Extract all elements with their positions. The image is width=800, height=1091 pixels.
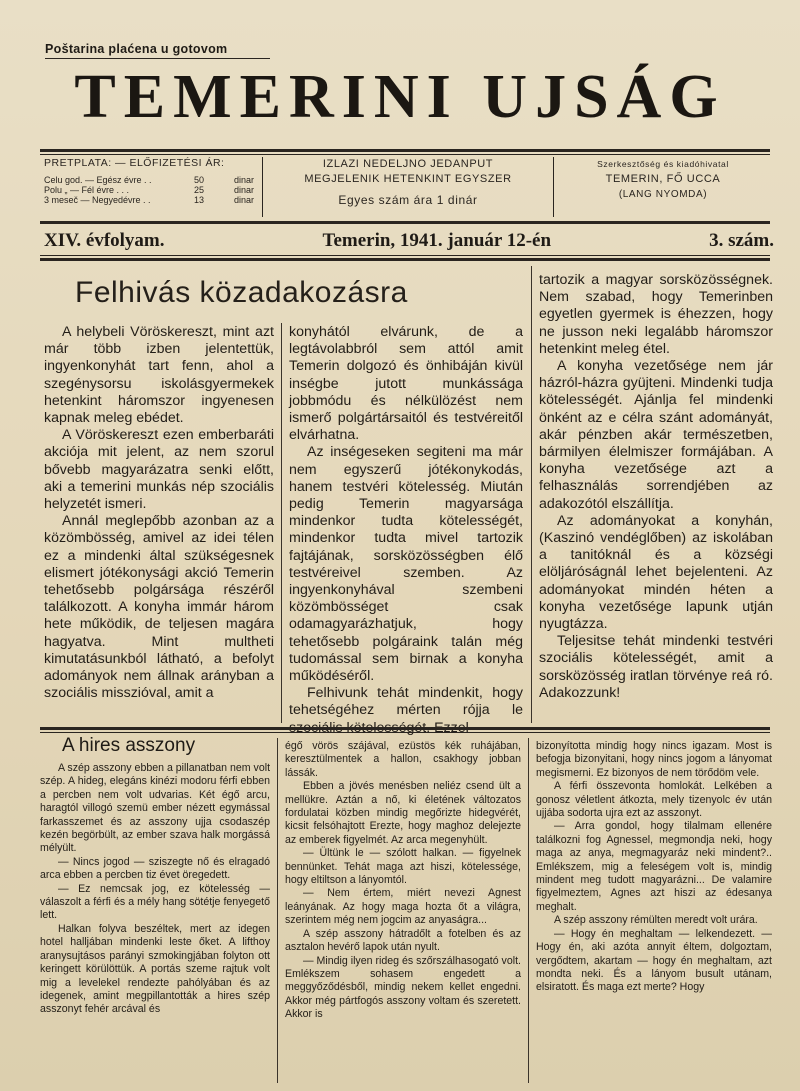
office-info bbox=[558, 157, 768, 217]
article-headline: Felhivás közadakozásra bbox=[75, 276, 408, 309]
publication-line: MEGJELENIK HETENKINT EGYSZER bbox=[304, 173, 512, 185]
masthead-rule-top-thin bbox=[40, 154, 770, 155]
subscription-box bbox=[44, 157, 254, 217]
price-row: Polu „ — Fél évre . . . 25 dinar bbox=[44, 185, 254, 195]
office-line: TEMERIN, FŐ UCCA bbox=[605, 173, 721, 185]
publication-info bbox=[262, 157, 554, 217]
column-divider bbox=[528, 738, 529, 1083]
paragraph: — Arra gondol, hogy tilalmam ellenére találkozni fog Agnessel, megmondja neki, hogy maga az anya, megmagyaráz neki mindent?.. Emlékszem, mig a feleségem volt is, mindig mindent meg tudott magyarázni... De valamire figyelmeztem, Agnes azt hiszi az édesanya meghalt. bbox=[536, 820, 772, 913]
masthead-rule-top bbox=[40, 149, 770, 152]
postal-notice: Poštarina plaćena u gotovom bbox=[45, 42, 228, 56]
paragraph: konyhától elvárunk, de a legtávolabbról sem attól amit Temerin dolgozó és önhibáján kivül inségbe jutott munkássága jobbmódu és nélkülözést nem ismerő polgártársaitól és testvéreitől elvárhatna. bbox=[289, 324, 523, 444]
paragraph: A Vöröskereszt ezen emberbaráti akciója mit jelent, az nem szorul bővebb magyarázatra senki előtt, aki a temerini munkás nép szociális helyzetét ismeri. bbox=[44, 427, 274, 513]
article2-column-2 bbox=[285, 740, 521, 1022]
paragraph: — Ültünk le — szólott halkan. — figyelnek bennünket. Tehát maga azt hiszi, kötelessége, hogy eltiltson a lányomtól. bbox=[285, 847, 521, 887]
paragraph: Az inségeseken segiteni ma már nem egyszerű jótékonykodás, hanem testvéri kötelesség. Miután pedig Temerin magyarsága mindenkor tudta kötelességét, mindenkor tudta mivel tartozik fajtájának, sorsközösségben élő testvéreivel szemben. Az ingyenkonyhával szembeni közömbösséget csak odamagyarázhatjuk, hogy tehetősebb polgáraink talán még tudomással sem birnak a konyha működéséről. bbox=[289, 444, 523, 685]
paragraph: — Nincs jogod — sziszegte nő és elragadó arca ebben a percben tiz évet öregedett. bbox=[40, 855, 270, 882]
issue-bar bbox=[44, 230, 774, 252]
masthead-title: TEMERINI UJSÁG bbox=[74, 63, 726, 131]
paragraph: égő vörös szájával, ezüstös kék ruhájában, keresztülmentek a hallon, csakhogy jobban lássák. bbox=[285, 740, 521, 779]
volume: XIV. évfolyam. bbox=[44, 230, 165, 251]
column-divider bbox=[281, 323, 282, 723]
article1-column-3 bbox=[539, 272, 773, 702]
column-divider bbox=[277, 738, 278, 1083]
postal-underline bbox=[45, 58, 270, 59]
paragraph: — Nem értem, miért nevezi Agnest leányának. Az hogy maga hozta őt a világra, szerintem még nem jogcim az anyaságra... bbox=[285, 887, 521, 927]
paragraph: tartozik a magyar sorsközösségnek. Nem szabad, hogy Temerinben egyetlen gyermek is éhezzen, hogy ne jusson neki legalább háromszor hetenkint meleg étel. bbox=[539, 272, 773, 357]
story-title: A hires asszony bbox=[62, 735, 196, 756]
issue-price: Egyes szám ára 1 dinár bbox=[338, 193, 478, 207]
section-rule-thin bbox=[40, 732, 770, 733]
section-rule bbox=[40, 727, 770, 730]
paragraph: Az adományokat a konyhán, (Kaszinó vendéglőben) az iskolában a tanitóknál és a községi elöljáróságnál lehet bejelenteni. Az adományokat mindén héten a konyha vezetősége lapunk utján nyugtázza. bbox=[539, 512, 773, 633]
paragraph: — Ez nemcsak jog, ez kötelesség — válaszolt a férfi és a mély hang sötétje fenyegető lett. bbox=[40, 882, 270, 922]
info-rule-bottom bbox=[40, 221, 770, 224]
paragraph: A szép asszony hátradőlt a fotelben és az asztalon hevérő lapok után nyult. bbox=[285, 927, 521, 954]
paragraph: A konyha vezetősége nem jár házról-házra gyüjteni. Mindenki tudja kötelességét. Ajánlja fel mindenki önként az e célra szánt adományát, akár pénzben akár természetben, bármilyen élelmiszer formájában. A konyha vezetősége azt a felhasználás sorrendjében az adakozótól elszállítja. bbox=[539, 358, 773, 512]
paragraph: Teljesitse tehát mindenki testvéri szociális kötelességét, amit a sorsközösség iratlan törvénye reá ró. Adakozzunk! bbox=[539, 633, 773, 701]
issue-bar-rule-thick bbox=[40, 258, 770, 261]
publication-line: IZLAZI NEDELJNO JEDANPUT bbox=[322, 158, 494, 170]
article1-column-1 bbox=[44, 324, 274, 702]
office-line: (LANG NYOMDA) bbox=[618, 189, 708, 200]
paragraph: A férfi összevonta homlokát. Lelkében a gonosz véletlent átkozta, mely tizenyolc év után ujjába sodorta ujra ezt az asszonyt. bbox=[536, 780, 772, 820]
paragraph: — Mindig ilyen rideg és szőrszálhasogató volt. Emlékszem sohasem engedett a meggyőződésből, mindig nekem kellet engedni. Akkor még pártfogós asszony voltam és szeretett. Akkor is bbox=[285, 954, 521, 1021]
price-row: 3 meseč — Negyedévre . . 13 dinar bbox=[44, 195, 254, 205]
paragraph: Ebben a jövés menésben neliéz csend ült a mellükre. Aztán a nő, ki életének változatos fordulatai közben mindig megőrizte hidegvérét, kicsit felsóhajtott Erezte, hogy maghoz delejezte az emberek figyelmét. Az arca megenyhült. bbox=[285, 780, 521, 846]
paragraph: Felhivunk tehát mindenkit, hogy tehetségéhez mérten rójja le szociális kötelességét. Ezzel bbox=[289, 685, 523, 736]
dateline: Temerin, 1941. január 12-én bbox=[322, 230, 552, 251]
paragraph: bizonyította mindig hogy nincs igazam. Most is befogja bizonyitani, hogy nincs jogom a lányomat megismerni. Ez bizonyos de nem törődöm vele. bbox=[536, 740, 772, 779]
issue-number: 3. szám. bbox=[709, 230, 774, 251]
article2-column-3 bbox=[536, 740, 772, 995]
paragraph: A helybeli Vöröskereszt, mint azt már több izben jelentettük, ingyenkonyhát tart fenn, ahol a szegénysorsu iskolásgyermekek hetenkint háromszor ingyenesen kapnak meleg ebédet. bbox=[44, 324, 274, 427]
issue-bar-rule bbox=[40, 255, 770, 256]
paragraph: — Hogy én meghaltam — lelkendezett. — Hogy én, aki azóta annyit éltem, dolgoztam, vergődtem, akartam — hogy én meghaltam, azt mondta neki. És a lányom busult utánam, elsiratott. És maga ezt merte? Hogy bbox=[536, 927, 772, 994]
column-divider bbox=[531, 266, 532, 723]
office-line: Szerkesztőség és kiadóhivatal bbox=[597, 159, 729, 169]
paragraph: A szép asszony rémülten meredt volt urára. bbox=[554, 914, 758, 927]
paragraph: A szép asszony ebben a pillanatban nem volt szép. A hideg, elegáns kinézi modoru férfi ebben a percben nem volt udvarias. Két égő arcu, haragtól villogó szemü ember nézett egymással farkasszemet és az asszony ujja csodaszép kezén begörbült, az ember szava halk morgássá mélyült. bbox=[40, 762, 271, 855]
article2-column-1 bbox=[40, 762, 270, 1017]
price-row: Celu god. — Egész évre . . 50 dinar bbox=[44, 175, 254, 185]
article1-column-2 bbox=[289, 324, 523, 737]
paragraph: Halkan folyva beszéltek, mert az idegen hotel halljában mindenki leste őket. A lifthoy aranysujtásos parányi szmokingjában folyton ott keringett körülöttük. A portás szeme rajtuk volt mig a levelekel rendezte pahólyában és az idegenek, amint megpillantották a hires szép asszonyt fehér arcával és bbox=[40, 922, 270, 1016]
paragraph: Annál meglepőbb azonban az a közömbösség, amivel az idei télen ez a mindenki által szükségesnek elismert jótékonysági akció Temerin tehetősebb polgársága részéről találkozott. A konyha immár három hete működik, de teljesen magára hagyatva. Mint multheti kimutatásunkból látható, a befolyt adományok nem állnak arányban a szociális misszióval, amit a bbox=[44, 513, 274, 702]
subscription-heading: PRETPLATA: — ELŐFIZETÉSI ÁR: bbox=[44, 157, 225, 169]
